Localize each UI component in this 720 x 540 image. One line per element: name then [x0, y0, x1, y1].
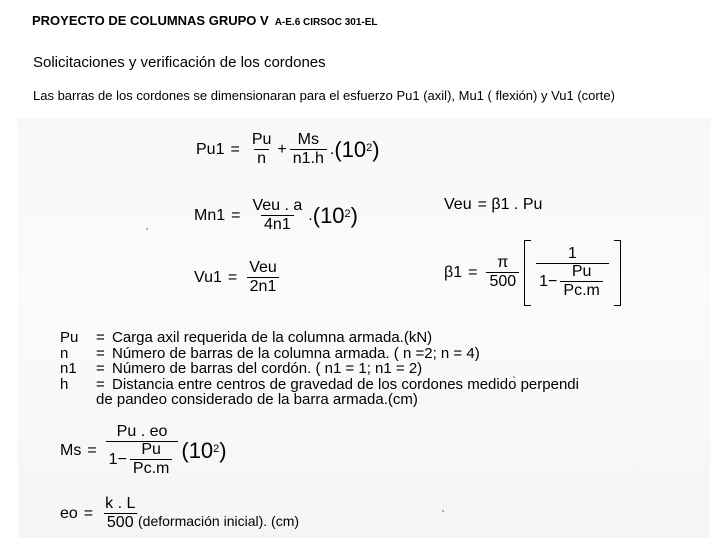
- exponent: 2: [344, 207, 351, 220]
- fraction: [106, 424, 179, 477]
- denominator: 500: [104, 513, 137, 532]
- numerator: Pu: [141, 440, 161, 458]
- numerator: Pu . eo: [116, 423, 168, 440]
- exponent: 2: [366, 141, 373, 154]
- fraction: [102, 496, 138, 531]
- right-bracket: [614, 240, 621, 306]
- factor: (10: [181, 437, 214, 463]
- equation-ms: Ms = Pu . eo 1− $\frac{Pu}{Pc.m}$ (10 2 ): [60, 423, 227, 477]
- eq-lhs: Pu1: [196, 140, 225, 158]
- page-header: [32, 13, 378, 28]
- definition-row: n1 = Número de barras del cordón. ( n1 = 1; n1 = 2): [60, 360, 423, 377]
- one-minus: 1−: [539, 273, 558, 291]
- symbol: h: [60, 375, 69, 393]
- fraction: [290, 132, 327, 167]
- definition-row: Pu = Carga axil requerida de la columna armada.(kN): [60, 329, 433, 346]
- fraction: [249, 132, 275, 167]
- intro-text: Las barras de los cordones se dimensionaran para el esfuerzo Pu1 (axil), Mu1 ( flexión) y Vu1 (corte): [33, 88, 615, 103]
- numerator: Ms: [297, 131, 319, 148]
- numerator: 1: [568, 245, 577, 263]
- definition-text: de pandeo considerado de la barra armada.(cm): [96, 391, 418, 408]
- equation-beta1: β1 = $\frac{\pi}{500}$ 1 1− $\frac{Pu}{Pc.m}$: [444, 240, 623, 306]
- scan-speck: [146, 228, 148, 230]
- definition-text: Distancia entre centros de gravedad de los cordones medido perpendi: [112, 375, 579, 393]
- fraction: [249, 198, 305, 233]
- symbol: Pu: [60, 329, 79, 346]
- eq-lhs: eo: [60, 504, 78, 522]
- equation-mn1: Mn1 = $\frac{\text{Veu . a}}{4n1}$ . (10 2 ): [194, 197, 358, 233]
- symbol: n: [60, 344, 69, 362]
- scanned-formula-image: [18, 118, 710, 538]
- eo-note: (deformación inicial). (cm): [138, 513, 300, 529]
- code-reference: A-E.6 CIRSOC 301-EL: [274, 17, 378, 28]
- denominator: [536, 263, 609, 299]
- definition-text: Carga axil requerida de la columna armada.(kN): [112, 329, 433, 346]
- factor: (10: [312, 202, 345, 228]
- left-bracket: [524, 240, 531, 306]
- eq-lhs: Mn1: [194, 206, 226, 224]
- eq-lhs: Veu: [444, 196, 472, 213]
- denominator: Pc.m: [130, 459, 172, 478]
- numerator: k . L: [105, 495, 136, 512]
- definition-row: [60, 392, 579, 408]
- eq-lhs: β1: [444, 264, 463, 281]
- fraction: [486, 255, 519, 290]
- eq-lhs: Vu1: [194, 268, 222, 286]
- denominator: 500: [486, 272, 519, 291]
- section-subtitle: Solicitaciones y verificación de los cordones: [33, 54, 326, 71]
- equation-vu1: Vu1 = $\frac{\text{Veu}}{2n1}$: [194, 260, 283, 295]
- denominator: n: [254, 149, 269, 168]
- fraction: [560, 264, 602, 299]
- denominator: 4n1: [261, 215, 294, 234]
- denominator: 2n1: [247, 277, 280, 296]
- equation-veu: [444, 196, 542, 214]
- numerator: Veu: [249, 259, 277, 276]
- denominator: [106, 441, 179, 477]
- project-title: PROYECTO DE COLUMNAS GRUPO V: [32, 13, 269, 28]
- numerator: Pu: [251, 131, 272, 148]
- symbol-definitions: [60, 330, 579, 408]
- one-minus: 1−: [108, 450, 127, 468]
- factor: (10: [334, 136, 367, 162]
- eq-lhs: Ms: [60, 441, 82, 459]
- definition-text: Número de barras de la columna armada. ( n =2; n = 4): [112, 344, 480, 362]
- definition-text: Número de barras del cordón. ( n1 = 1; n1 = 2): [112, 360, 423, 377]
- fraction: [536, 246, 609, 299]
- symbol: n1: [60, 360, 77, 377]
- numerator: Veu . a: [252, 197, 303, 214]
- definition-row: h = Distancia entre centros de gravedad de los cordones medido perpendi: [60, 375, 579, 393]
- scan-speck: [442, 510, 444, 512]
- equation-pu1: Pu1 = $\frac{Pu}{n}$ + $\frac{Ms}{n1.h}$ . (10 2 ): [196, 131, 380, 167]
- fraction: [130, 442, 172, 477]
- fraction: [246, 260, 280, 295]
- eq-rhs: = β1 . Pu: [477, 196, 543, 213]
- denominator: n1.h: [290, 149, 327, 168]
- equation-eo: eo = $\frac{k . L}{500}$: [60, 496, 141, 531]
- exponent: 2: [213, 442, 220, 455]
- numerator: π: [497, 254, 509, 272]
- numerator: Pu: [571, 263, 592, 281]
- denominator: Pc.m: [560, 281, 602, 300]
- definition-row: n = Número de barras de la columna armada. ( n =2; n = 4): [60, 344, 480, 362]
